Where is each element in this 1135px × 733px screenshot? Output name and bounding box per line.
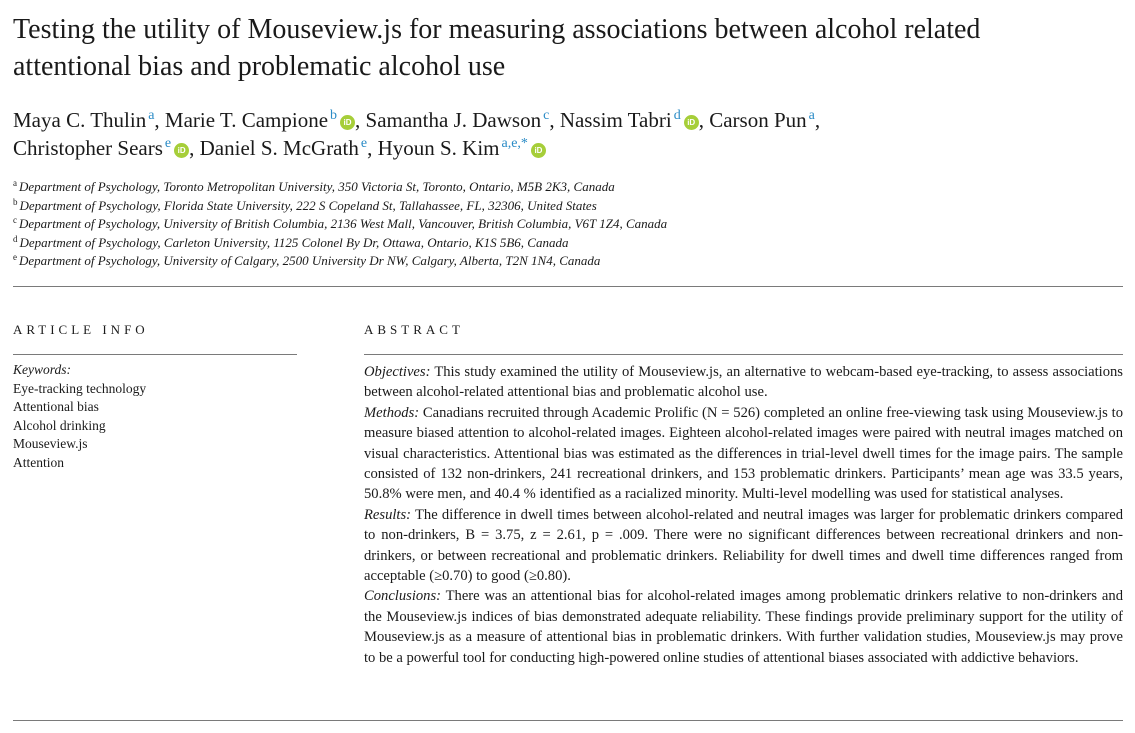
author-affil-mark[interactable]: a,e,* xyxy=(501,136,528,151)
author-affil-mark[interactable]: d xyxy=(673,108,681,123)
author-name[interactable]: Christopher Sears xyxy=(13,136,163,160)
article-info-heading: ARTICLE INFO xyxy=(13,322,149,337)
author-name[interactable]: Maya C. Thulin xyxy=(13,108,147,132)
article-title: Testing the utility of Mouseview.js for measuring associations between alcohol related attentional bias and problematic alcohol use xyxy=(13,14,981,82)
divider xyxy=(364,354,1123,355)
affiliation-mark: b xyxy=(13,196,18,207)
abstract-section-objectives xyxy=(364,362,1123,403)
affiliation-list xyxy=(13,178,1113,271)
affiliation-mark: d xyxy=(13,233,18,244)
author[interactable] xyxy=(165,108,360,132)
abstract-heading: ABSTRACT xyxy=(364,322,464,337)
author-name[interactable]: Marie T. Campione xyxy=(164,108,329,132)
author-separator: , xyxy=(698,108,704,132)
author-affil-mark[interactable]: a xyxy=(148,108,155,123)
keyword: Mouseview.js xyxy=(13,436,88,451)
author[interactable] xyxy=(560,108,704,132)
affiliation xyxy=(13,234,1113,253)
author-list xyxy=(13,106,1113,162)
author-affil-mark[interactable]: e xyxy=(164,136,172,151)
divider xyxy=(13,354,297,355)
author[interactable] xyxy=(378,136,546,160)
abstract-section-label: Conclusions: xyxy=(364,588,442,605)
abstract-section-text: There was an attentional bias for alcohol-related images among problematic drinkers relative to non-drinkers and the Mouseview.js indices of bias demonstrated adequate reliability. These findings provide preliminary support for the utility of Mouseview.js as a measure of attentional bias in problematic drinkers. With further validation studies, Mouseview.js may prove to be a powerful tool for conducting high-powered online studies of attentional biases associated with addictive behaviors. xyxy=(364,588,1123,666)
affiliation-text: Department of Psychology, Toronto Metropolitan University, 350 Victoria St, Toronto, Ontario, M5B 2K3, Canada xyxy=(19,179,615,194)
abstract-section-text: Canadians recruited through Academic Prolific (N = 526) completed an online free-viewing task using Mouseview.js to measure biased attention to alcohol-related images. Eighteen alcohol-related images were paired with neutral images matched on visual characteristics. Attentional bias was estimated as the differences in trial-level dwell times for the image pairs. The sample consisted of 132 non-drinkers, 241 recreational drinkers, and 153 problematic drinkers. Participants’ mean age was 33.5 years, 50.8% were men, and 40.4 % identified as a racialized minority. Multi-level modelling was used for statistical analyses. xyxy=(364,404,1123,503)
orcid-icon[interactable]: iD xyxy=(531,143,546,158)
abstract-section-conclusions xyxy=(364,586,1123,668)
affiliation xyxy=(13,252,1113,271)
orcid-icon[interactable]: iD xyxy=(174,143,189,158)
affiliation-text: Department of Psychology, University of Calgary, 2500 University Dr NW, Calgary, Alberta, T2N 1N4, Canada xyxy=(19,253,601,269)
author[interactable] xyxy=(709,108,820,132)
affiliation-text: Department of Psychology, Carleton University, 1125 Colonel By Dr, Ottawa, Ontario, K1S 5B6, Canada xyxy=(19,234,569,250)
author-separator: , xyxy=(814,108,821,132)
keyword: Eye-tracking technology xyxy=(13,380,147,396)
orcid-icon[interactable]: iD xyxy=(340,115,355,130)
affiliation-mark: a xyxy=(13,178,17,188)
keywords-label: Keywords: xyxy=(13,362,71,377)
abstract-section-label: Objectives: xyxy=(364,364,431,380)
affiliation-text: Department of Psychology, Florida State University, 222 S Copeland St, Tallahassee, FL, 32306, United States xyxy=(19,197,597,213)
keyword: Attentional bias xyxy=(13,399,99,414)
affiliation-text: Department of Psychology, University of British Columbia, 2136 West Mall, Vancouver, British Columbia, V6T 1Z4, Canada xyxy=(19,216,668,232)
author-separator: , xyxy=(549,108,555,132)
author[interactable] xyxy=(366,108,555,132)
author-separator: , xyxy=(367,136,373,160)
abstract-section-label: Results: xyxy=(364,506,412,523)
author-affil-mark[interactable]: b xyxy=(330,108,338,123)
author[interactable] xyxy=(13,108,160,132)
author-name[interactable]: Samantha J. Dawson xyxy=(365,108,542,132)
keyword: Attention xyxy=(13,454,64,470)
author-affil-mark[interactable]: a xyxy=(808,108,815,123)
affiliation-mark: c xyxy=(13,215,17,226)
author-affil-mark[interactable]: c xyxy=(543,108,550,123)
keywords-block xyxy=(13,361,303,472)
author-separator: , xyxy=(189,136,195,160)
abstract-body xyxy=(364,362,1123,668)
orcid-icon[interactable]: iD xyxy=(684,115,699,130)
abstract-section-text: This study examined the utility of Mouseview.js, an alternative to webcam-based eye-tracking, to assess associations between alcohol-related attentional bias and problematic alcohol use. xyxy=(364,364,1123,401)
affiliation xyxy=(13,215,1113,234)
affiliation-mark: e xyxy=(13,252,17,263)
author-name[interactable]: Nassim Tabri xyxy=(559,108,672,132)
abstract-section-results xyxy=(364,505,1123,587)
author[interactable] xyxy=(200,136,373,160)
author-name[interactable]: Daniel S. McGrath xyxy=(199,136,359,160)
author-separator: , xyxy=(154,108,160,132)
abstract-section-methods xyxy=(364,403,1123,505)
affiliation xyxy=(13,197,1113,216)
keyword: Alcohol drinking xyxy=(13,417,106,433)
abstract-section-text: The difference in dwell times between alcohol-related and neutral images was larger for problematic drinkers compared to non-drinkers, B = 3.75, z = 2.61, p = .009. There were no significant differences between recreational drinkers and non-drinkers, or between recreational and problematic drinkers. Reliability for dwell times and dwell time differences ranged from acceptable (≥0.70) to good (≥0.80). xyxy=(364,506,1123,585)
abstract-section-label: Methods: xyxy=(364,404,420,421)
divider xyxy=(13,286,1123,287)
author-separator: , xyxy=(355,108,361,132)
divider xyxy=(13,720,1123,721)
author[interactable] xyxy=(13,136,194,160)
author-name[interactable]: Carson Pun xyxy=(709,108,807,132)
author-name[interactable]: Hyoun S. Kim xyxy=(377,136,500,160)
author-affil-mark[interactable]: e xyxy=(360,136,368,151)
affiliation xyxy=(13,178,1113,197)
